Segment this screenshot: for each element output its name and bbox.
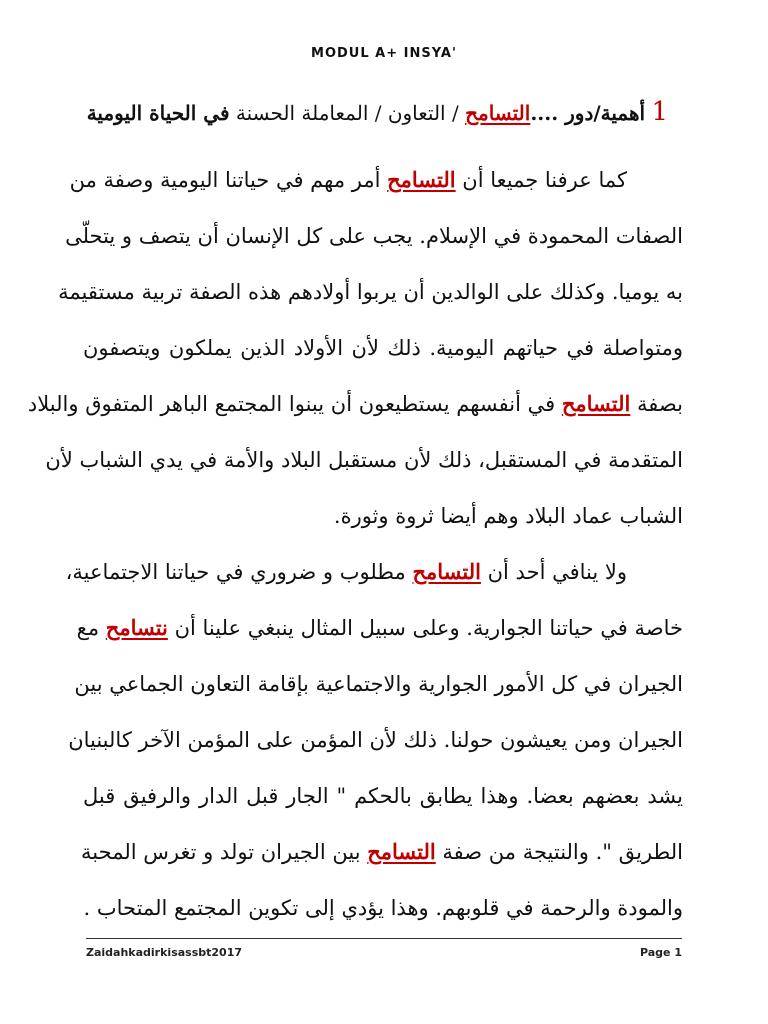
heading-keyword: التسامح xyxy=(465,101,531,125)
text-run: في أنفسهم يستطيعون أن يبنوا المجتمع الباهر المتفوق والبلاد xyxy=(27,392,562,416)
paragraph-2-line-5: يشد بعضهم بعضا. وهذا يطابق بالحكم " الجار قبل الدار والرفيق قبل xyxy=(83,784,683,808)
text-run: خاصة في حياتنا الجوارية. وعلى سبيل المثال ينبغي علينا أن xyxy=(167,616,683,640)
text-run: مطلوب و ضروري في حياتنا الاجتماعية، xyxy=(65,560,413,584)
footer-author: Zaidahkadirkisassbt2017 xyxy=(86,946,243,959)
keyword-highlight: التسامح xyxy=(387,167,456,192)
text-run: بصفة xyxy=(630,392,683,416)
paragraph-1-line-2: الصفات المحمودة في الإسلام. يجب على كل الإنسان أن يتصف و يتحلّى xyxy=(65,224,683,248)
paragraph-1-line-5 xyxy=(27,376,683,432)
keyword-highlight: التسامح xyxy=(561,391,631,416)
paragraph-2-line-1 xyxy=(65,544,683,600)
paragraph-2-line-4: الجيران ومن يعيشون حولنا. ذلك لأن المؤمن على المؤمن الآخر كالبنيان xyxy=(68,728,683,752)
text-run: مع xyxy=(76,616,106,640)
paragraph-2-line-7: والمودة والرحمة في قلوبهم. وهذا يؤدي إلى تكوين المجتمع المتحاب . xyxy=(83,896,683,920)
text-run: بين الجيران تولد و تغرس المحبة xyxy=(81,840,368,864)
paragraph-1-line-3: به يوميا. وكذلك على الوالدين أن يربوا أولادهم هذه الصفة تربية مستقيمة xyxy=(58,280,683,304)
paragraph-2-line-2 xyxy=(76,600,683,656)
keyword-highlight: نتسامح xyxy=(105,615,168,640)
keyword-highlight: التسامح xyxy=(367,839,436,864)
heading-part-3: في الحياة اليومية xyxy=(86,101,230,125)
paragraph-1-line-1 xyxy=(69,152,683,208)
paragraph-2-line-6 xyxy=(83,824,683,880)
footer-divider xyxy=(86,938,682,939)
heading-part-1: أهمية/دور .... xyxy=(530,101,646,125)
text-run: كما عرفنا جميعا أن xyxy=(455,168,627,192)
page-header-title: MODUL A+ INSYA' xyxy=(311,46,457,61)
paragraph-2-line-3: الجيران في كل الأمور الجوارية والاجتماعية بإقامة التعاون الجماعي بين xyxy=(74,672,683,696)
section-heading xyxy=(68,92,668,133)
text-run: أمر مهم في حياتنا اليومية وصفة من xyxy=(69,168,388,192)
paragraph-1-line-6: المتقدمة في المستقبل، ذلك لأن مستقبل البلاد والأمة في يدي الشباب لأن xyxy=(45,448,683,472)
paragraph-1-line-4: ومتواصلة في حياتهم اليومية. ذلك لأن الأولاد الذين يملكون ويتصفون xyxy=(83,336,683,360)
paragraph-2 xyxy=(65,544,683,936)
keyword-highlight: التسامح xyxy=(412,559,481,584)
text-run: الطريق ". والنتيجة من صفة xyxy=(435,840,683,864)
text-run: ولا ينافي أحد أن xyxy=(480,560,627,584)
heading-part-2: / التعاون / المعاملة الحسنة xyxy=(229,101,466,125)
paragraph-1-line-7: الشباب عماد البلاد وهم أيضا ثروة وثورة. xyxy=(333,504,683,528)
heading-number: 1 xyxy=(651,97,668,127)
footer-page-number: Page 1 xyxy=(639,946,682,959)
paragraph-1 xyxy=(27,152,683,544)
